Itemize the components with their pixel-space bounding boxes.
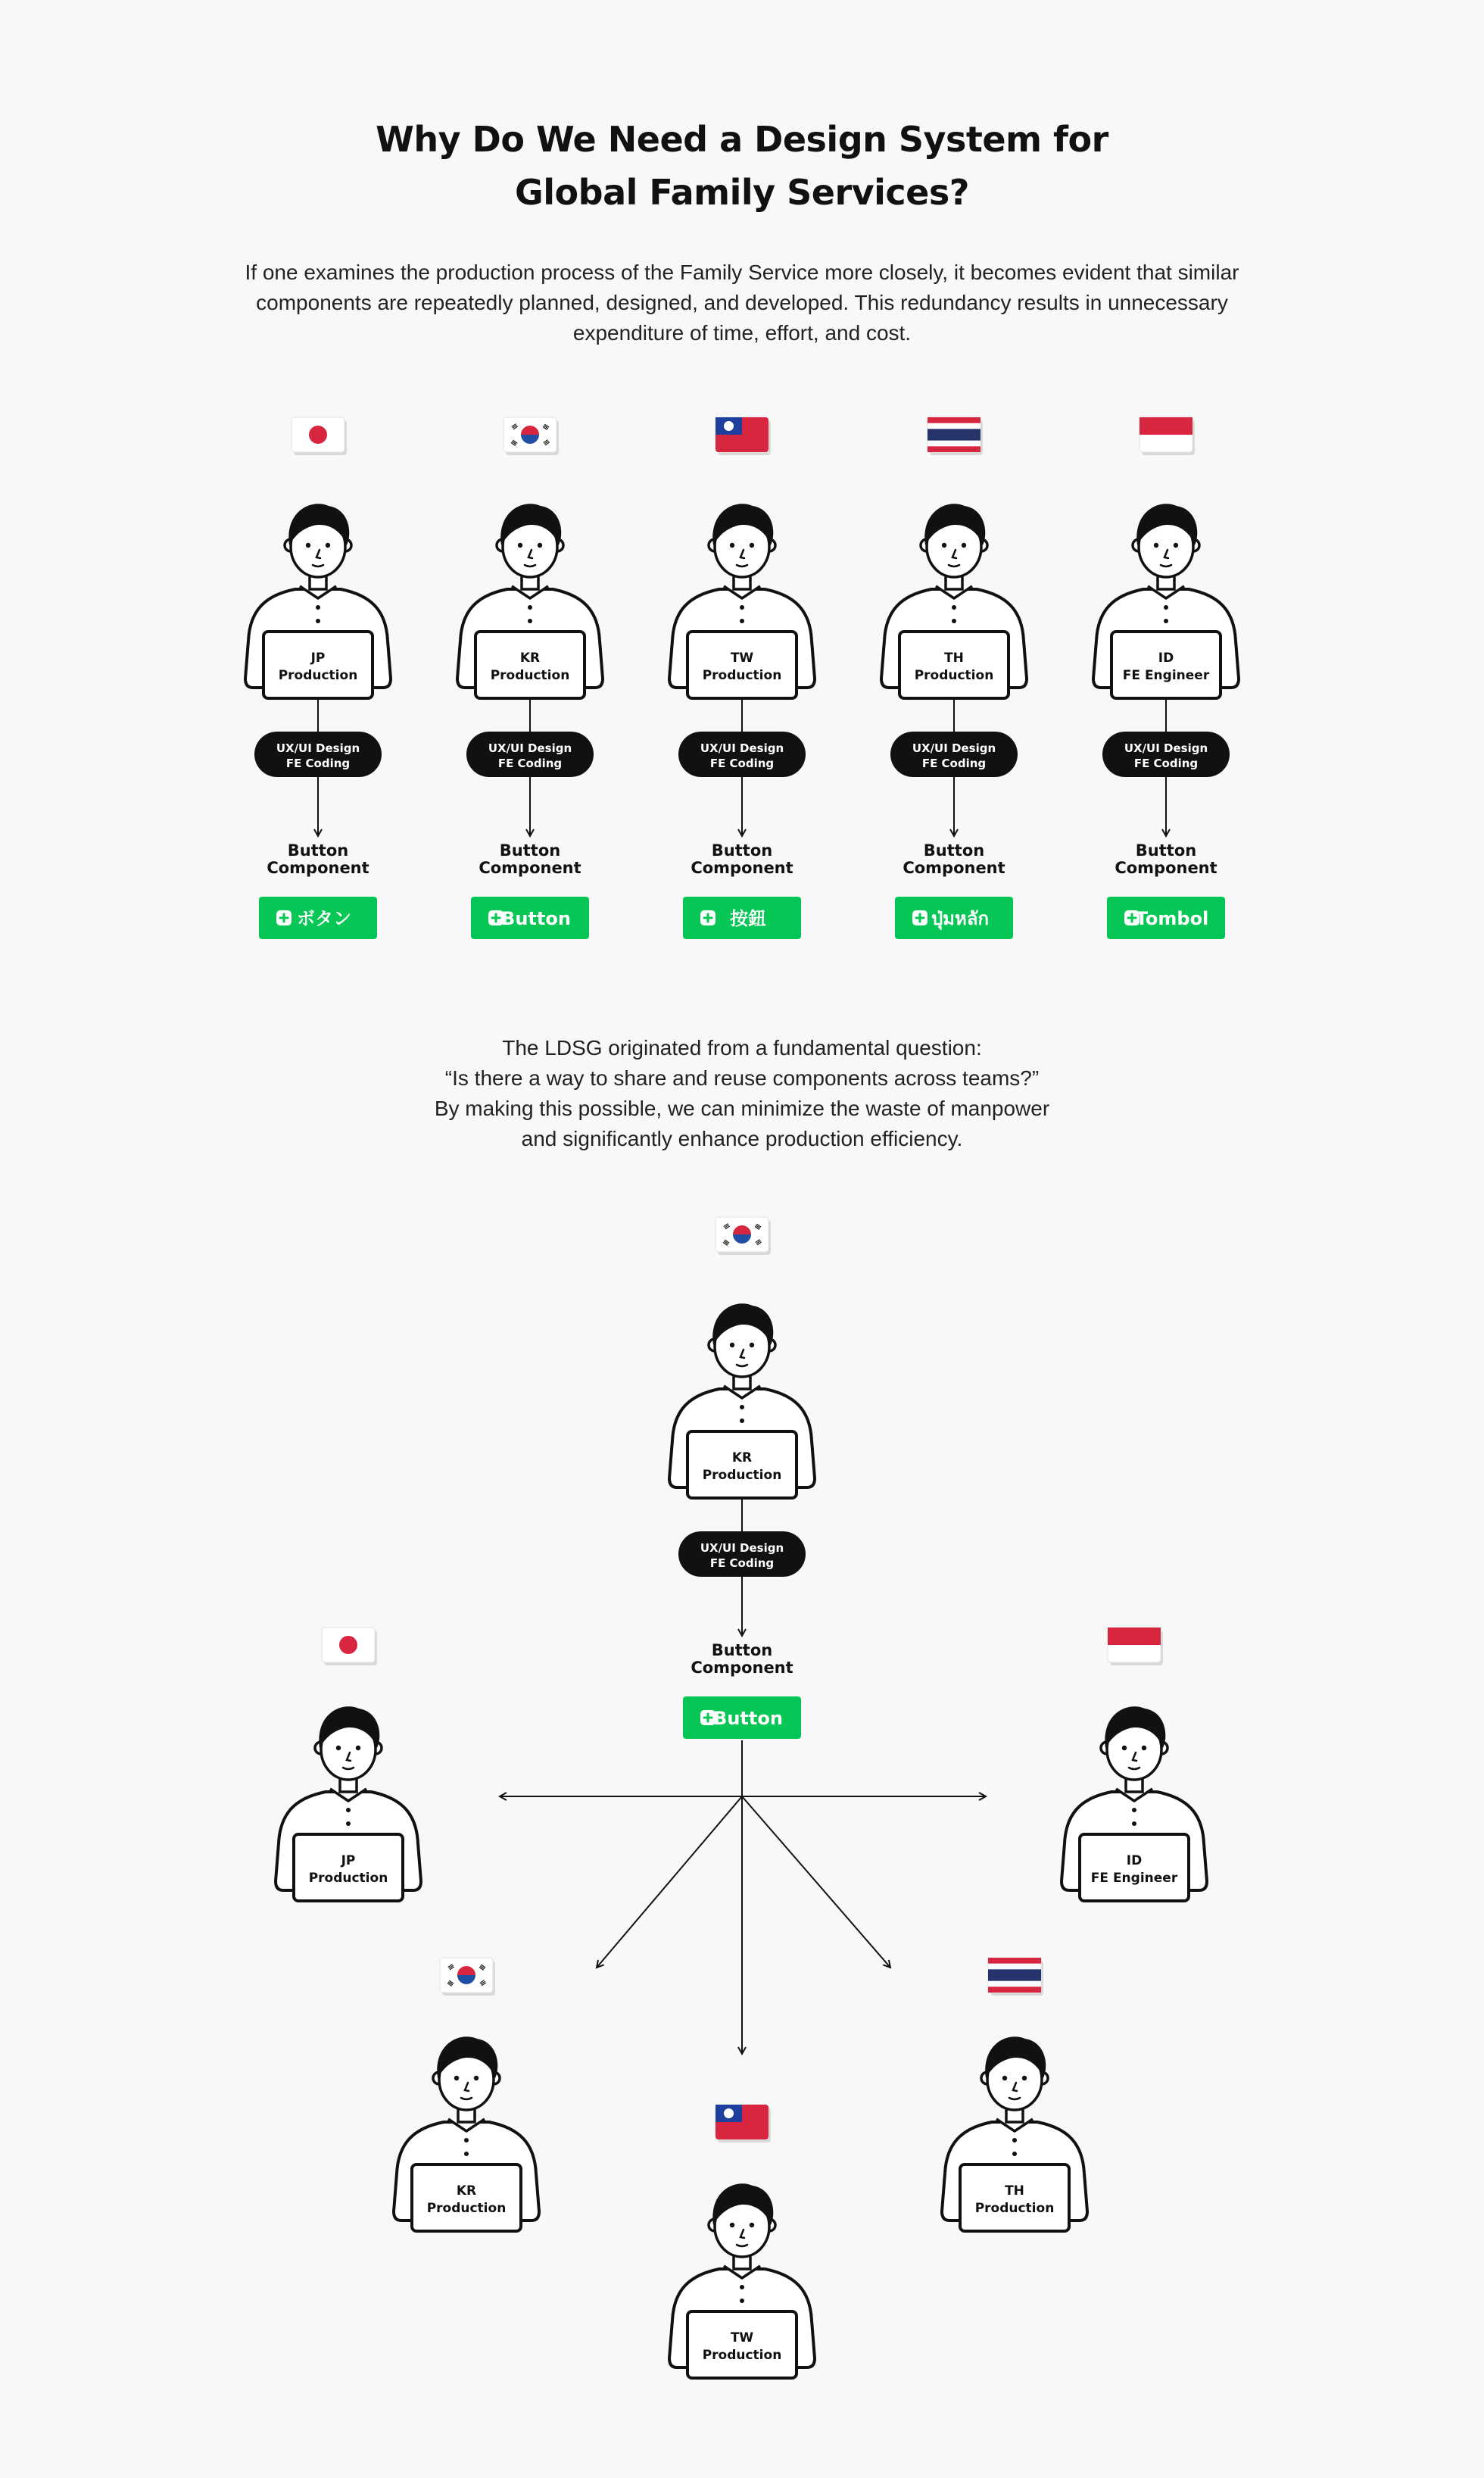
team-code-label: JP xyxy=(310,651,326,666)
person-eye xyxy=(750,1343,754,1347)
recipient-team xyxy=(669,2105,815,2378)
person-eye xyxy=(474,2076,479,2080)
team-code-label: TW xyxy=(730,651,754,666)
shirt-button xyxy=(316,605,320,610)
team-code-label: TW xyxy=(730,2330,754,2345)
component-button xyxy=(471,897,589,939)
team-code-label: KR xyxy=(731,1450,753,1465)
process-pill xyxy=(678,732,806,777)
shirt-button xyxy=(346,1821,351,1826)
shirt-button xyxy=(464,2152,469,2156)
person-illustration xyxy=(276,1706,421,1901)
ldsg-line-1: The LDSG originated from a fundamental question: xyxy=(502,1036,982,1060)
team-role-label: Production xyxy=(914,668,994,683)
stripe-blue xyxy=(928,429,980,440)
team-code-label: TH xyxy=(1005,2183,1024,2199)
component-button xyxy=(259,897,377,939)
team-code-label: ID xyxy=(1126,1853,1143,1868)
shirt-button xyxy=(1012,2138,1017,2143)
process-pill xyxy=(678,1531,806,1577)
recipient-team xyxy=(276,1628,421,1901)
flag-sun xyxy=(339,1636,357,1654)
title-line-2: Global Family Services? xyxy=(515,171,969,213)
shirt-button xyxy=(740,1405,744,1409)
component-label-line-2: Component xyxy=(691,859,793,877)
person-eye xyxy=(1154,543,1158,548)
process-pill xyxy=(466,732,594,777)
workflow-column xyxy=(881,417,1027,939)
shirt-button xyxy=(740,2299,744,2303)
component-button xyxy=(683,1696,801,1739)
shirt-button xyxy=(1132,1808,1136,1812)
intro-line-1: If one examines the production process of the Family Service more closely, it becomes evident that similar xyxy=(245,261,1239,284)
shirt-button xyxy=(528,605,532,610)
shirt-button xyxy=(1132,1821,1136,1826)
team-role-label: FE Engineer xyxy=(1090,1871,1178,1886)
korea-flag xyxy=(440,1958,495,1996)
team-code-label: ID xyxy=(1158,651,1174,666)
component-label-line-1: Button xyxy=(923,841,985,860)
person-illustration xyxy=(669,1303,815,1498)
team-code-label: KR xyxy=(456,2183,477,2199)
shirt-button xyxy=(1012,2152,1017,2156)
button-label: Button xyxy=(501,908,571,929)
person-eye xyxy=(1122,1746,1127,1750)
taiwan-flag xyxy=(716,417,771,455)
flag-white-sun xyxy=(724,421,734,431)
korea-flag xyxy=(716,1217,771,1255)
stripe-red xyxy=(1108,1628,1161,1645)
process-pill xyxy=(890,732,1018,777)
intro-line-3: expenditure of time, effort, and cost. xyxy=(572,321,912,345)
team-role-label: Production xyxy=(278,668,358,683)
component-label-line-1: Button xyxy=(287,841,349,860)
pill-line-2: FE Coding xyxy=(709,757,775,770)
shirt-button xyxy=(528,619,532,623)
person-eye xyxy=(1022,2076,1027,2080)
ldsg-line-3: By making this possible, we can minimize the waste of manpower xyxy=(434,1097,1050,1120)
person-illustration xyxy=(394,2036,539,2231)
person-eye xyxy=(1002,2076,1007,2080)
person-illustration xyxy=(669,504,815,698)
team-role-label: Production xyxy=(702,2348,782,2363)
shirt-button xyxy=(740,605,744,610)
stripe-red xyxy=(988,1986,1041,1993)
title-line-1: Why Do We Need a Design System for xyxy=(376,118,1108,160)
person-illustration xyxy=(1062,1706,1207,1901)
workflow-column xyxy=(245,417,391,939)
workflow-column xyxy=(669,1217,815,1739)
flag-white-sun xyxy=(724,2108,734,2118)
person-illustration xyxy=(669,2183,815,2378)
button-label: 按鈕 xyxy=(730,908,766,929)
workflow-column xyxy=(669,417,815,939)
arrow-to-th xyxy=(742,1796,890,1968)
stripe-red xyxy=(1140,417,1192,435)
person-eye xyxy=(454,2076,459,2080)
component-label-line-1: Button xyxy=(499,841,561,860)
team-role-label: Production xyxy=(974,2201,1055,2216)
component-label-line-2: Component xyxy=(267,859,369,877)
person-eye xyxy=(326,543,330,548)
person-eye xyxy=(730,543,734,548)
person-eye xyxy=(336,1746,341,1750)
plus-icon xyxy=(276,910,292,925)
person-illustration xyxy=(942,2036,1087,2231)
workflow-column xyxy=(457,417,603,939)
recipient-team xyxy=(1062,1628,1207,1901)
japan-flag xyxy=(292,417,347,455)
component-label-line-2: Component xyxy=(691,1659,793,1677)
person-eye xyxy=(1142,1746,1146,1750)
person-illustration xyxy=(1093,504,1239,698)
stripe-red xyxy=(988,1958,1041,1964)
shirt-button xyxy=(316,619,320,623)
team-code-label: JP xyxy=(341,1853,356,1868)
plus-icon xyxy=(700,910,716,925)
team-role-label: Production xyxy=(702,668,782,683)
stripe-blue xyxy=(988,1969,1041,1980)
indonesia-flag xyxy=(1140,417,1195,455)
pill-line-1: UX/UI Design xyxy=(700,741,784,755)
pill-line-1: UX/UI Design xyxy=(912,741,996,755)
ldsg-line-4: and significantly enhance production efficiency. xyxy=(521,1127,963,1150)
team-role-label: Production xyxy=(490,668,570,683)
component-label-line-1: Button xyxy=(1135,841,1197,860)
intro-line-2: components are repeatedly planned, designed, and developed. This redundancy results in unnecessary xyxy=(256,291,1228,314)
person-eye xyxy=(942,543,946,548)
shirt-button xyxy=(740,2285,744,2289)
person-eye xyxy=(538,543,542,548)
team-role-label: Production xyxy=(426,2201,507,2216)
team-role-label: FE Engineer xyxy=(1122,668,1210,683)
component-button xyxy=(895,897,1013,939)
shirt-button xyxy=(740,1418,744,1423)
component-label-line-2: Component xyxy=(479,859,581,877)
korea-flag xyxy=(504,417,559,455)
shirt-button xyxy=(464,2138,469,2143)
person-illustration xyxy=(457,504,603,698)
person-eye xyxy=(962,543,966,548)
button-label: Button xyxy=(713,1708,783,1729)
team-code-label: KR xyxy=(519,651,541,666)
process-pill xyxy=(1102,732,1230,777)
thailand-flag xyxy=(928,417,983,455)
ldsg-line-2: “Is there a way to share and reuse components across teams?” xyxy=(444,1066,1040,1090)
shirt-button xyxy=(740,619,744,623)
component-label-line-1: Button xyxy=(711,1641,773,1659)
person-eye xyxy=(730,1343,734,1347)
component-button xyxy=(1107,897,1225,939)
stripe-red xyxy=(928,417,980,423)
button-label: ปุ่มหลัก xyxy=(931,908,990,929)
team-role-label: Production xyxy=(308,1871,388,1886)
arrow-to-kr xyxy=(597,1796,742,1968)
component-button xyxy=(683,897,801,939)
team-code-label: TH xyxy=(944,651,964,666)
team-role-label: Production xyxy=(702,1468,782,1483)
pill-line-2: FE Coding xyxy=(497,757,563,770)
component-label-line-2: Component xyxy=(903,859,1005,877)
plus-icon xyxy=(912,910,928,925)
person-eye xyxy=(750,543,754,548)
shirt-button xyxy=(1164,605,1168,610)
shirt-button xyxy=(1164,619,1168,623)
button-label: ボタン xyxy=(297,908,351,929)
workflow-column xyxy=(1093,417,1239,939)
button-label: Tombol xyxy=(1135,908,1209,929)
taiwan-flag xyxy=(716,2105,771,2143)
person-eye xyxy=(730,2223,734,2227)
process-pill xyxy=(254,732,382,777)
pill-line-2: FE Coding xyxy=(921,757,987,770)
person-eye xyxy=(356,1746,360,1750)
flag-sun xyxy=(309,426,327,444)
pill-line-1: UX/UI Design xyxy=(276,741,360,755)
person-eye xyxy=(750,2223,754,2227)
recipient-team xyxy=(394,1958,539,2231)
stripe-red xyxy=(928,446,980,452)
indonesia-flag xyxy=(1108,1628,1163,1665)
pill-line-2: FE Coding xyxy=(285,757,351,770)
person-illustration xyxy=(881,504,1027,698)
thailand-flag xyxy=(988,1958,1043,1996)
person-eye xyxy=(306,543,310,548)
pill-line-2: FE Coding xyxy=(1133,757,1199,770)
person-eye xyxy=(1174,543,1178,548)
shirt-button xyxy=(952,605,956,610)
shirt-button xyxy=(346,1808,351,1812)
component-label-line-2: Component xyxy=(1115,859,1217,877)
pill-line-1: UX/UI Design xyxy=(488,741,572,755)
pill-line-1: UX/UI Design xyxy=(700,1541,784,1555)
pill-line-2: FE Coding xyxy=(709,1556,775,1570)
person-illustration xyxy=(245,504,391,698)
pill-line-1: UX/UI Design xyxy=(1124,741,1208,755)
shirt-button xyxy=(952,619,956,623)
recipient-team xyxy=(942,1958,1087,2231)
component-label-line-1: Button xyxy=(711,841,773,860)
japan-flag xyxy=(322,1628,377,1665)
person-eye xyxy=(518,543,522,548)
